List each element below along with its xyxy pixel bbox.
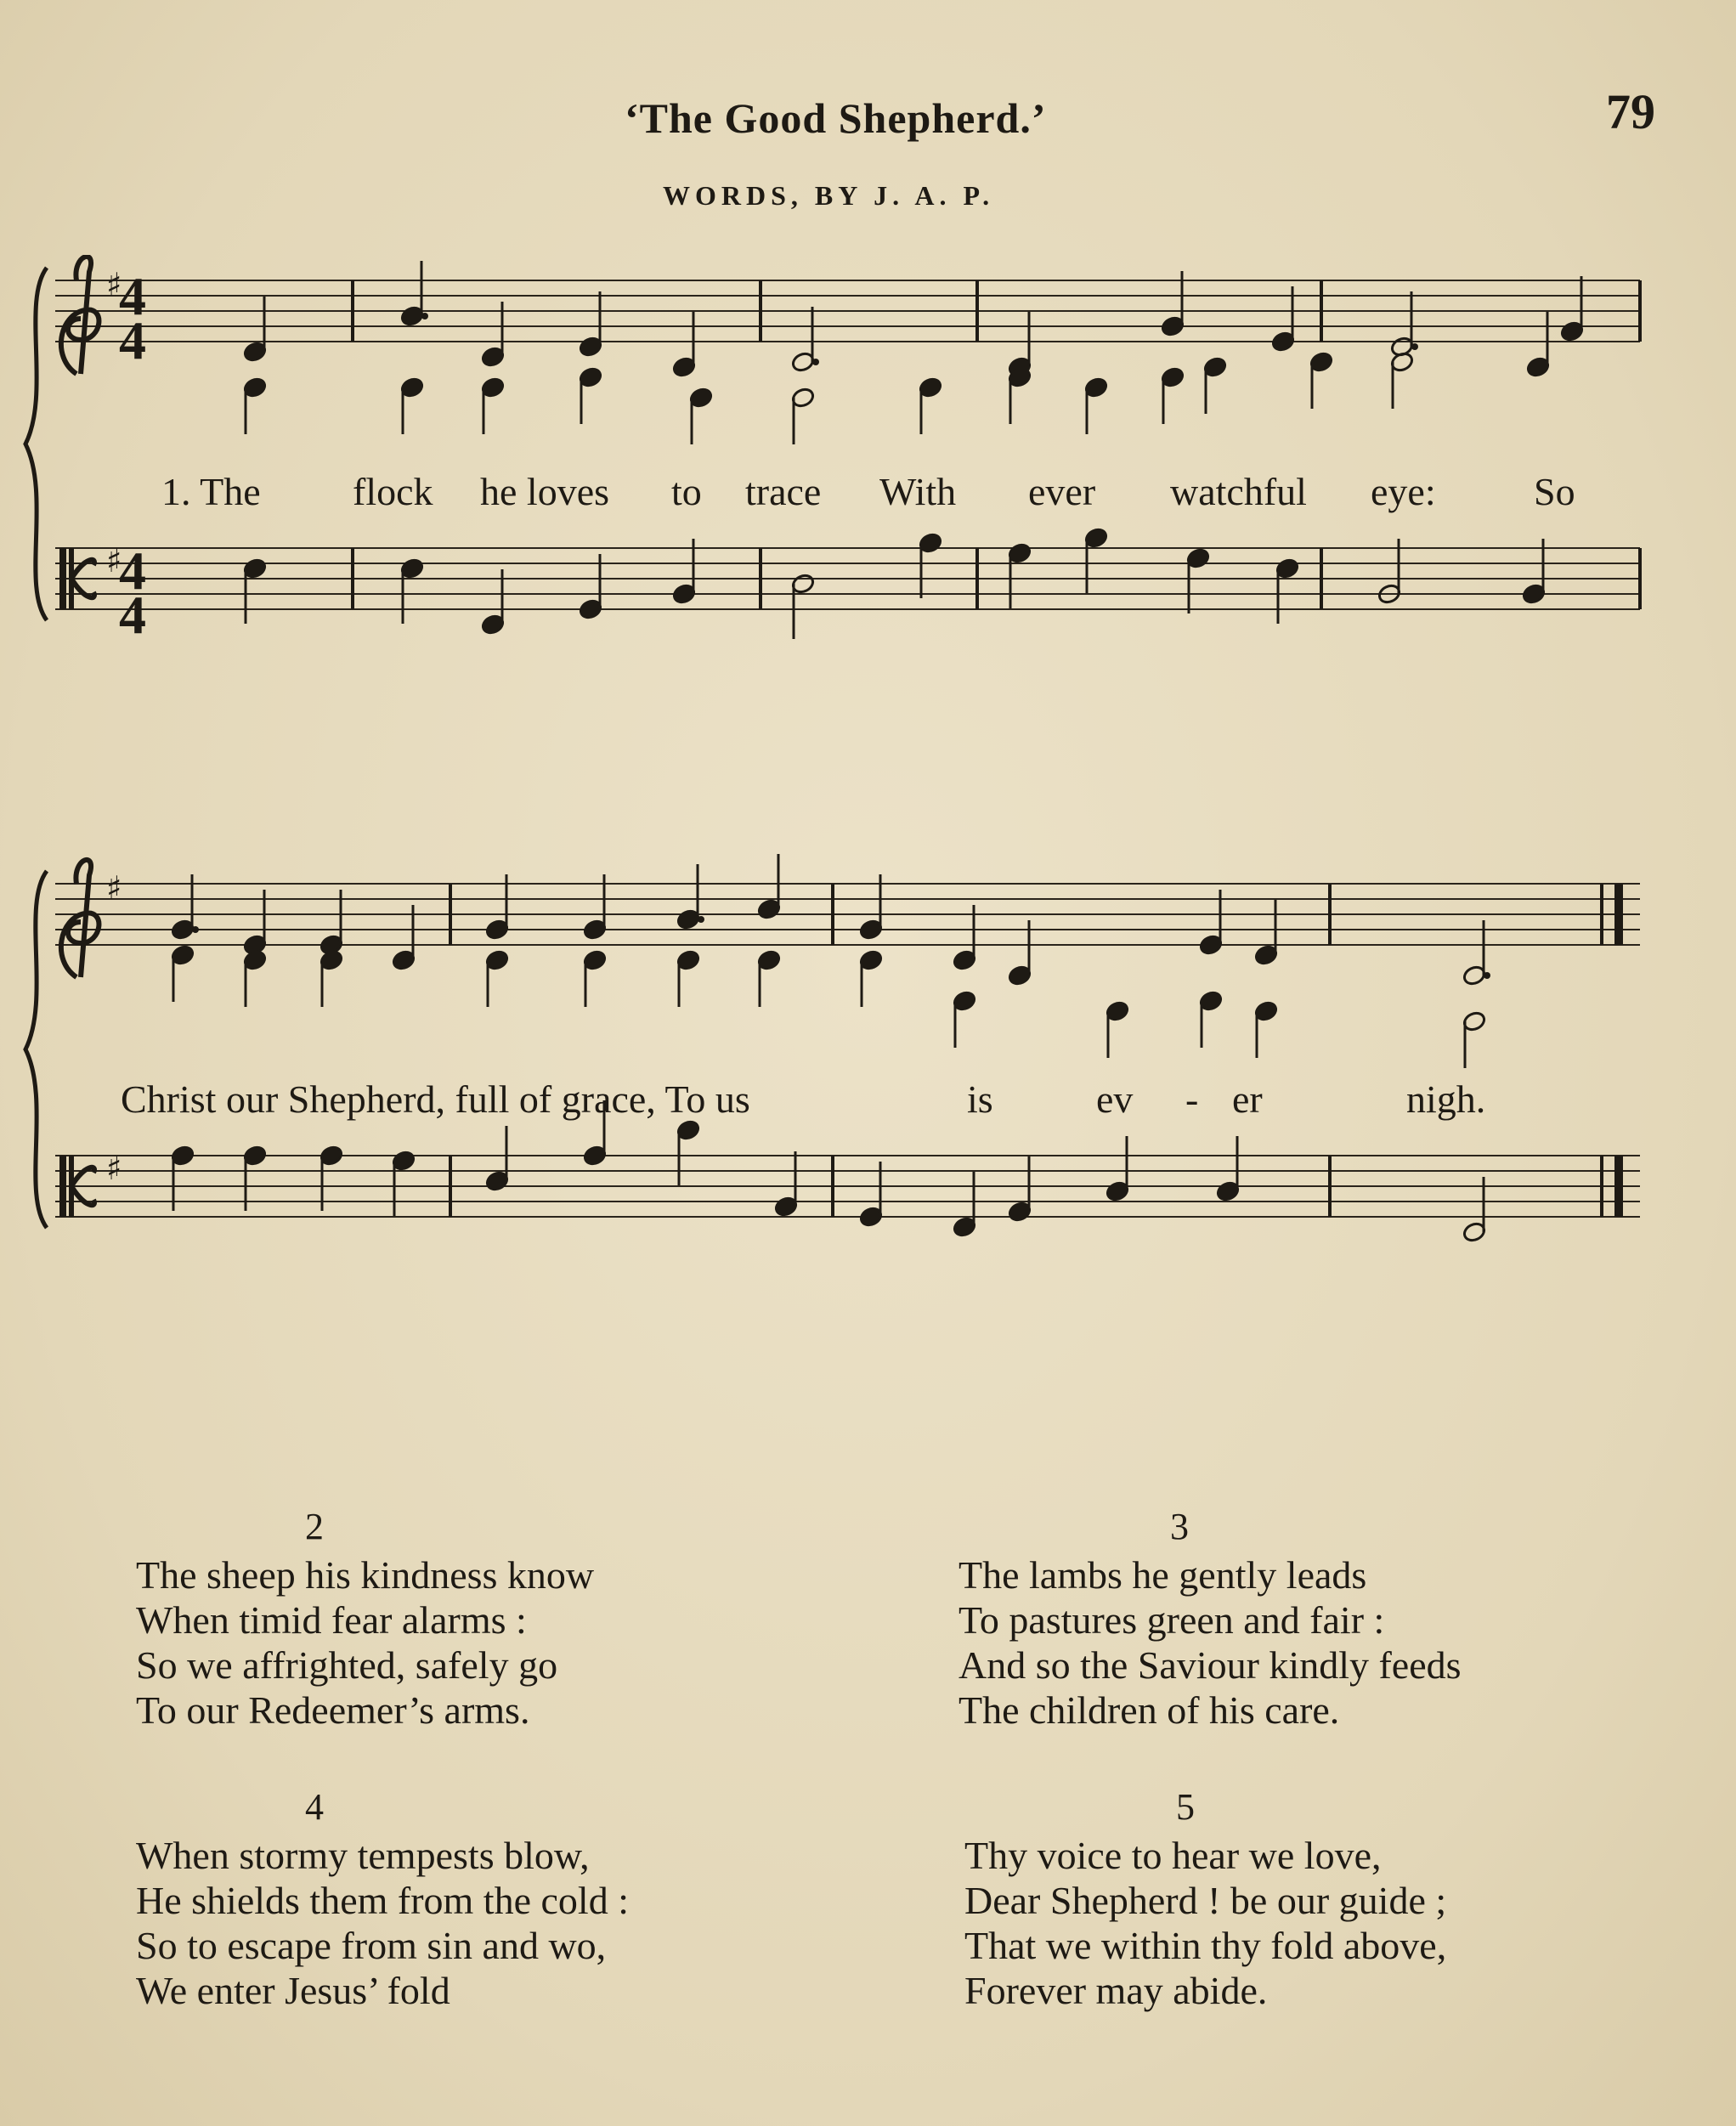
- verse-line: The sheep his kindness know: [136, 1553, 595, 1597]
- verse-line: Thy voice to hear we love,: [964, 1834, 1382, 1877]
- music-score-2: [21, 854, 1661, 1279]
- hymn-title: ‘The Good Shepherd.’: [625, 94, 1047, 142]
- time-signature-bottom: 4: [119, 585, 146, 645]
- augmentation-dot: [192, 926, 199, 933]
- page-number: 79: [1606, 84, 1655, 139]
- additional-verses: [0, 1504, 1736, 2031]
- lyric-syllable: So: [1534, 470, 1575, 513]
- verse-5: [964, 1784, 1602, 2013]
- verse-2: [136, 1504, 731, 1733]
- verse-line: The children of his care.: [958, 1688, 1340, 1732]
- system-brace: [25, 871, 47, 1228]
- verse-number: 5: [1176, 1786, 1195, 1828]
- verse-line: Dear Shepherd ! be our guide ;: [964, 1879, 1447, 1922]
- lyric-syllable: to: [671, 470, 702, 513]
- verse-number: 3: [1170, 1506, 1189, 1547]
- augmentation-dot: [421, 313, 428, 319]
- lyric-syllable: trace: [745, 470, 822, 513]
- verse-line: So we affrighted, safely go: [136, 1643, 558, 1687]
- sharp-icon: ♯: [106, 1150, 122, 1187]
- verse-line: When stormy tempests blow,: [136, 1834, 590, 1877]
- lyric-syllable: 1. The: [161, 470, 261, 513]
- lyric-syllable: ever: [1028, 470, 1096, 513]
- lyric-syllable: he loves: [480, 470, 610, 513]
- lyric-syllable: watchful: [1170, 470, 1307, 513]
- sharp-icon: ♯: [106, 542, 122, 580]
- lyrics-line-2: [21, 1077, 1661, 1128]
- verse-3: [958, 1504, 1596, 1733]
- time-signature-top: 4: [119, 540, 146, 601]
- augmentation-dot: [698, 916, 704, 923]
- lyric-syllable: nigh.: [1406, 1077, 1486, 1121]
- hymn-byline: WORDS, BY J. A. P.: [663, 180, 995, 211]
- lyric-syllable: eye:: [1371, 470, 1436, 513]
- verse-line: We enter Jesus’ fold: [136, 1969, 450, 2012]
- time-signature-top: 4: [119, 266, 146, 326]
- verse-line: The lambs he gently leads: [958, 1553, 1367, 1597]
- music-system-2: [21, 854, 1661, 1279]
- treble-clef-icon: [61, 257, 99, 374]
- verse-number: 2: [305, 1506, 324, 1547]
- tenor-clef-icon: [59, 548, 66, 609]
- verse-line: To pastures green and fair :: [958, 1598, 1385, 1642]
- sharp-icon: ♯: [106, 869, 122, 907]
- augmentation-dot: [1484, 972, 1490, 979]
- music-score-1: [21, 255, 1661, 663]
- verse-line: To our Redeemer’s arms.: [136, 1688, 530, 1732]
- verse-number: 4: [305, 1786, 324, 1828]
- time-signature-bottom: 4: [119, 310, 146, 370]
- lyric-syllable: ev: [1096, 1077, 1134, 1121]
- tenor-clef-icon: [59, 1156, 66, 1217]
- verse-line: And so the Saviour kindly feeds: [958, 1643, 1462, 1687]
- verse-line: So to escape from sin and wo,: [136, 1924, 607, 1967]
- sharp-icon: ♯: [106, 266, 122, 303]
- lyric-syllable: flock: [353, 470, 433, 513]
- page-header: [0, 84, 1736, 161]
- augmentation-dot: [1411, 343, 1418, 350]
- lyric-syllable: Christ our Shepherd, full of grace, To us: [121, 1077, 750, 1121]
- verse-line: That we within thy fold above,: [964, 1924, 1447, 1967]
- verse-4: [136, 1784, 773, 2013]
- treble-clef-icon: [61, 860, 99, 977]
- lyric-syllable: -: [1185, 1077, 1199, 1121]
- lyric-syllable: With: [879, 470, 957, 513]
- lyric-syllable: er: [1232, 1077, 1263, 1121]
- verse-line: When timid fear alarms :: [136, 1598, 527, 1642]
- augmentation-dot: [812, 359, 819, 365]
- verse-line: He shields them from the cold :: [136, 1879, 629, 1922]
- lyric-syllable: is: [967, 1077, 993, 1121]
- verse-line: Forever may abide.: [964, 1969, 1268, 2012]
- music-system-1: [21, 255, 1661, 663]
- lyrics-line-1: [21, 469, 1661, 520]
- system-brace: [25, 268, 47, 620]
